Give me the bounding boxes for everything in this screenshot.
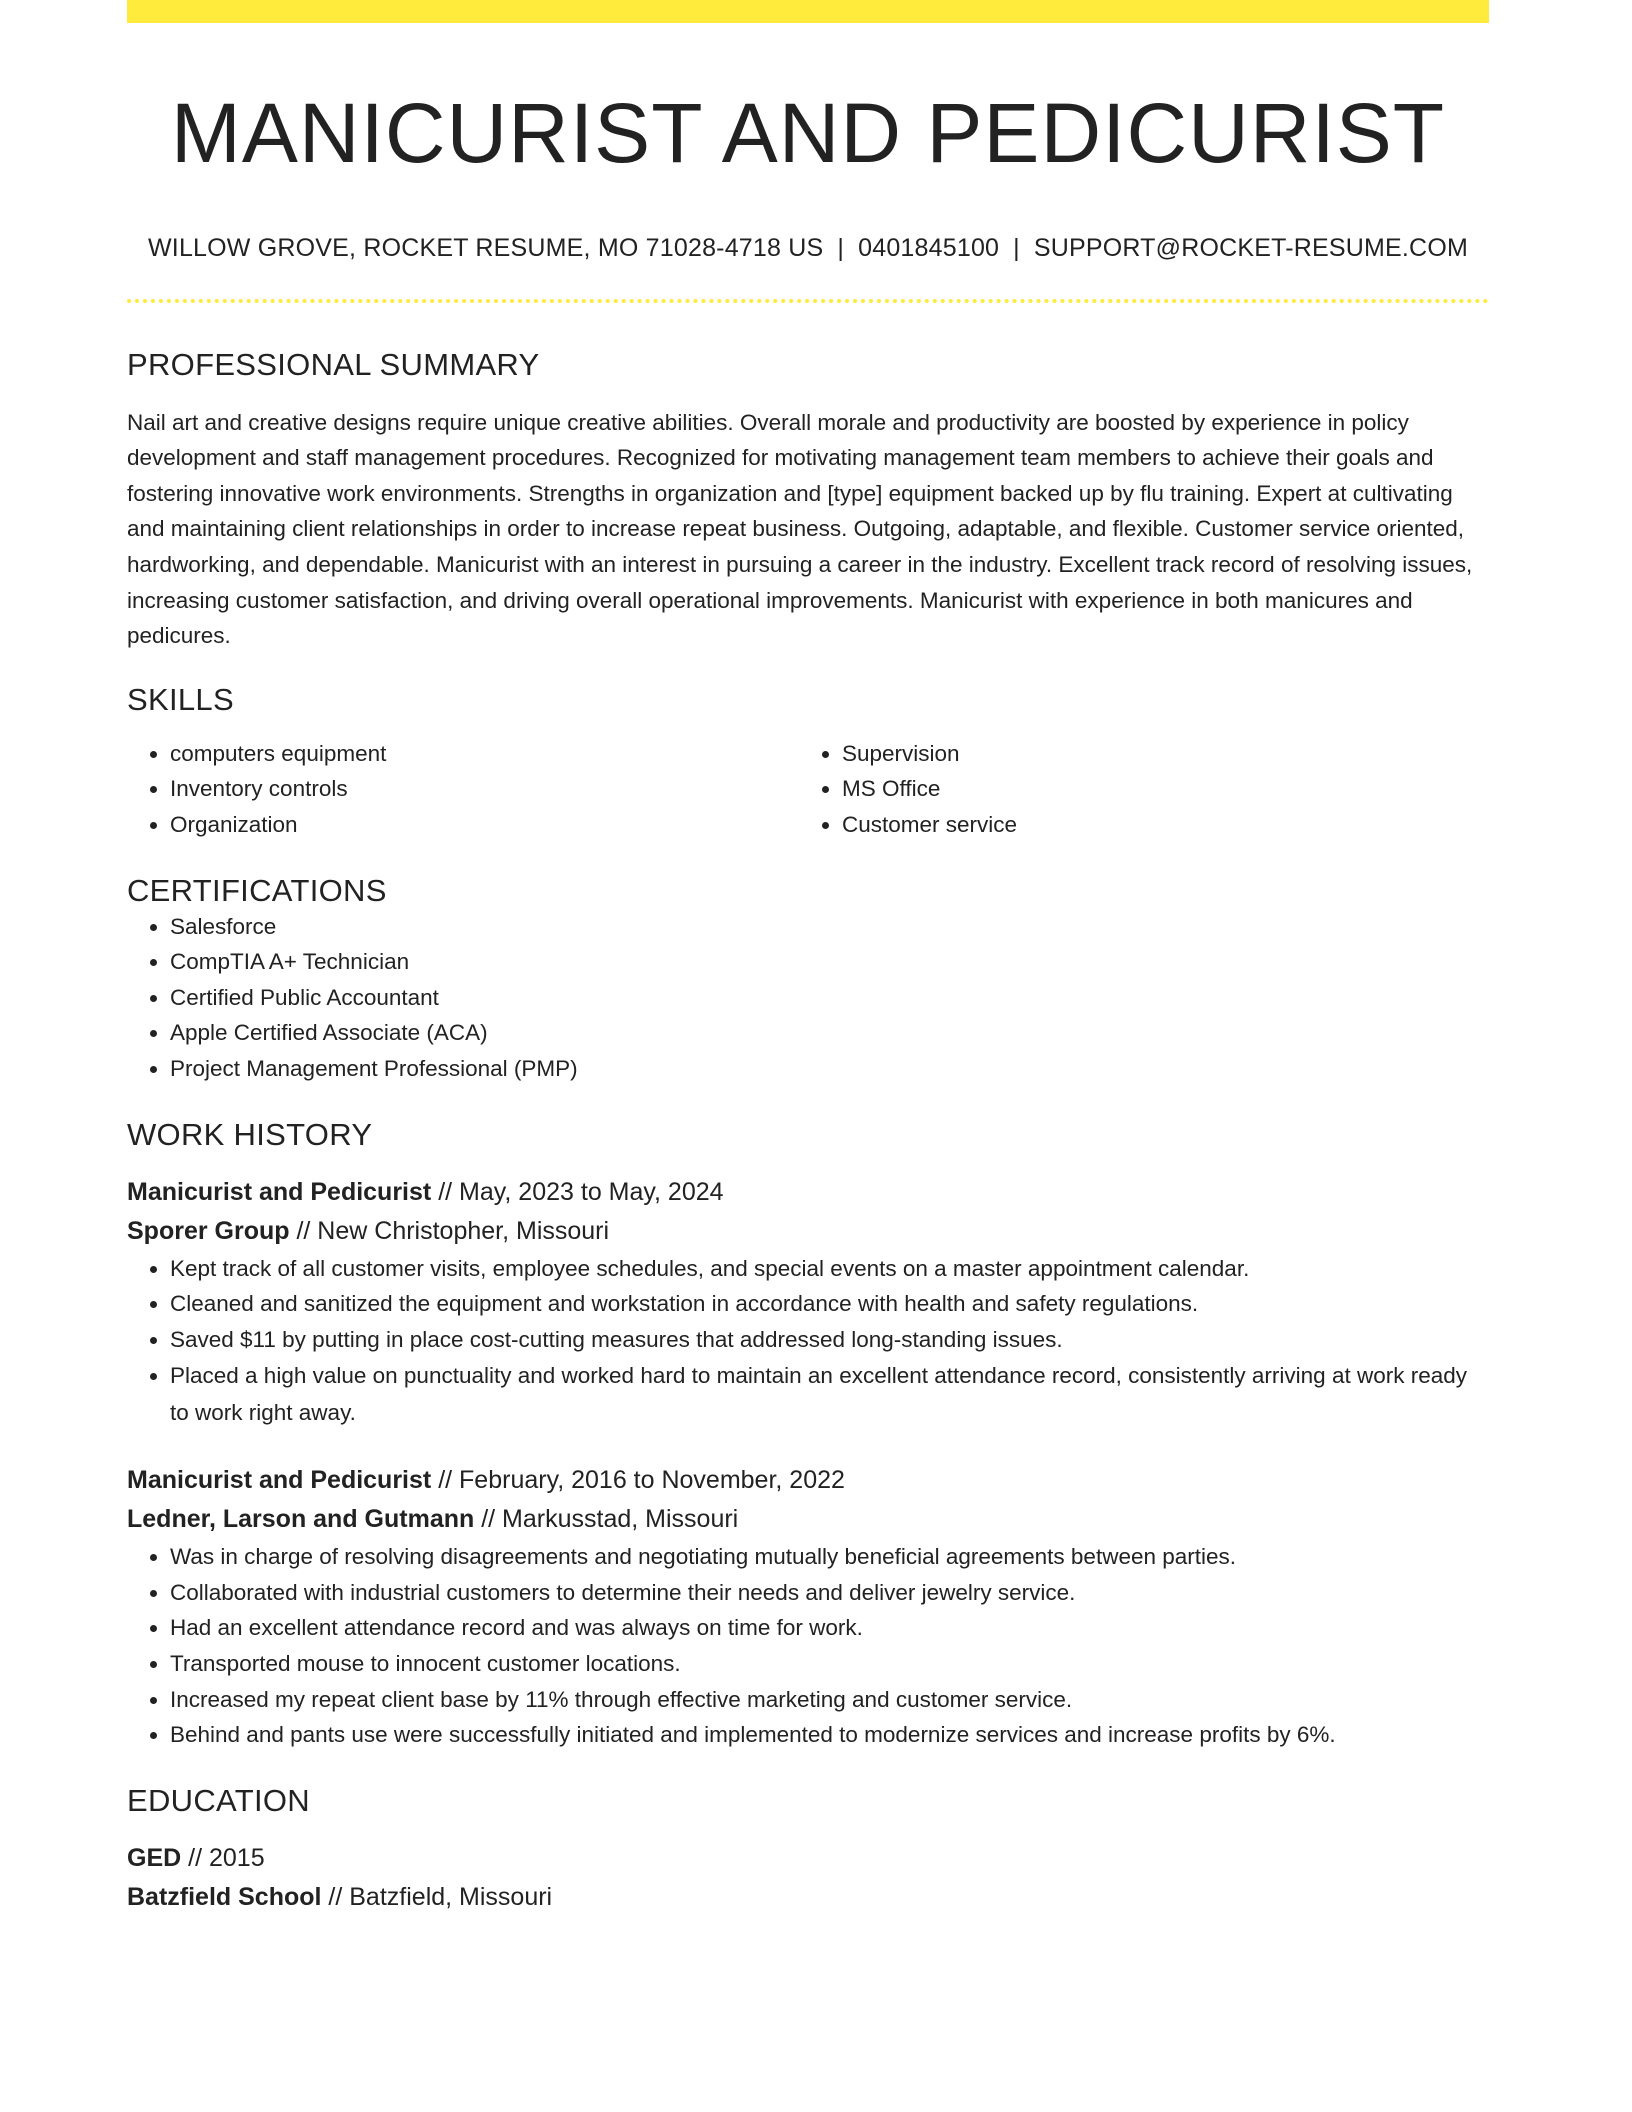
skills-column-left (127, 736, 799, 843)
candidate-name: MANICURIST AND PEDICURIST (170, 86, 1446, 180)
skills-column-right (799, 736, 1471, 843)
education-degree-line (127, 1839, 1489, 1878)
education-entry (127, 1839, 1489, 1917)
education-school-line (127, 1878, 1489, 1917)
certification-item: • Apple Certified Associate (ACA) (170, 1015, 1489, 1051)
job-entry (127, 1173, 1489, 1432)
section-title-work-history: WORK HISTORY (127, 1116, 373, 1152)
job-bullet: • Placed a high value on punctuality and worked hard to maintain an excellent attendance record, consistently arriving at work ready to work right away. (170, 1357, 1489, 1431)
job-location: // New Christopher, Missouri (296, 1216, 610, 1245)
contact-separator: | (1013, 233, 1020, 262)
skills-list-right (799, 736, 1471, 843)
education-year: // 2015 (188, 1843, 265, 1872)
professional-summary-section (127, 347, 1489, 654)
skill-item: • computers equipment (170, 736, 799, 772)
contact-address: WILLOW GROVE, ROCKET RESUME, MO 71028-4718 US (148, 233, 824, 262)
job-title: Manicurist and Pedicurist (127, 1466, 432, 1495)
job-bullet: • Saved $11 by putting in place cost-cutting measures that addressed long-standing issues. (170, 1322, 1489, 1358)
job-bullet: • Had an excellent attendance record and was always on time for work. (170, 1610, 1489, 1646)
resume-page (127, 0, 1489, 1917)
contact-phone: 0401845100 (858, 233, 1000, 262)
job-bullet: • Was in charge of resolving disagreements and negotiating mutually beneficial agreements between parties. (170, 1539, 1489, 1575)
contact-email: SUPPORT@ROCKET-RESUME.COM (1033, 233, 1468, 262)
certification-item: • CompTIA A+ Technician (170, 944, 1489, 980)
skills-section (127, 682, 1489, 843)
accent-top-bar (127, 0, 1489, 23)
job-bullet-list (127, 1251, 1489, 1432)
skill-item: • Customer service (842, 807, 1471, 843)
skill-item: • Inventory controls (170, 771, 799, 807)
education-degree: GED (127, 1843, 182, 1872)
summary-text: Nail art and creative designs require unique creative abilities. Overall morale and productivity are boosted by experience in policy development and staff management procedures. Recognized for motivating management team members to achieve their goals and fostering innovative work environments. Strengths in organization and [type] equipment backed up by flu training. Expert at cultivating and maintaining client relationships in order to increase repeat business. Outgoing, adaptable, and flexible. Customer service oriented, hardworking, and dependable. Manicurist with an interest in pursuing a career in the industry. Excellent track record of resolving issues, increasing customer satisfaction, and driving overall operational improvements. Manicurist with experience in both manicures and pedicures. (127, 409, 1473, 649)
job-title-line (127, 1461, 1489, 1500)
job-bullet: • Cleaned and sanitized the equipment and workstation in accordance with health and safety regulations. (170, 1286, 1489, 1322)
job-company-line (127, 1500, 1489, 1539)
dotted-divider (127, 299, 1489, 303)
contact-line (127, 234, 1489, 263)
job-company: Ledner, Larson and Gutmann (127, 1505, 475, 1534)
job-bullet: • Increased my repeat client base by 11% through effective marketing and customer service. (170, 1682, 1489, 1718)
job-bullet: • Collaborated with industrial customers to determine their needs and deliver jewelry service. (170, 1575, 1489, 1611)
job-entry (127, 1461, 1489, 1753)
skill-item: • Organization (170, 807, 799, 843)
job-title-line (127, 1173, 1489, 1212)
section-title-skills: SKILLS (127, 681, 234, 717)
certification-item: • Certified Public Accountant (170, 980, 1489, 1016)
skill-item: • Supervision (842, 736, 1471, 772)
job-dates: // May, 2023 to May, 2024 (438, 1177, 724, 1206)
certifications-list (127, 909, 1489, 1087)
certification-item: • Project Management Professional (PMP) (170, 1051, 1489, 1087)
section-title-certifications: CERTIFICATIONS (127, 872, 387, 908)
job-bullet: • Transported mouse to innocent customer locations. (170, 1646, 1489, 1682)
job-dates: // February, 2016 to November, 2022 (438, 1466, 845, 1495)
job-title: Manicurist and Pedicurist (127, 1177, 432, 1206)
education-location: // Batzfield, Missouri (328, 1882, 553, 1911)
certification-item: • Salesforce (170, 909, 1489, 945)
skill-item: • MS Office (842, 771, 1471, 807)
skills-columns (127, 736, 1489, 843)
job-bullet: • Kept track of all customer visits, employee schedules, and special events on a master appointment calendar. (170, 1251, 1489, 1287)
section-title-education: EDUCATION (127, 1782, 310, 1818)
education-school: Batzfield School (127, 1882, 322, 1911)
section-title-summary: PROFESSIONAL SUMMARY (127, 346, 540, 382)
contact-separator: | (837, 233, 845, 262)
work-history-section (127, 1117, 1489, 1753)
skills-list-left (127, 736, 799, 843)
job-bullet-list (127, 1539, 1489, 1753)
certifications-section (127, 873, 1489, 1087)
job-company: Sporer Group (127, 1216, 290, 1245)
job-bullet: • Behind and pants use were successfully initiated and implemented to modernize services and increase profits by 6%. (170, 1717, 1489, 1753)
job-company-line (127, 1212, 1489, 1251)
education-section (127, 1783, 1489, 1917)
job-location: // Markusstad, Missouri (481, 1505, 739, 1534)
